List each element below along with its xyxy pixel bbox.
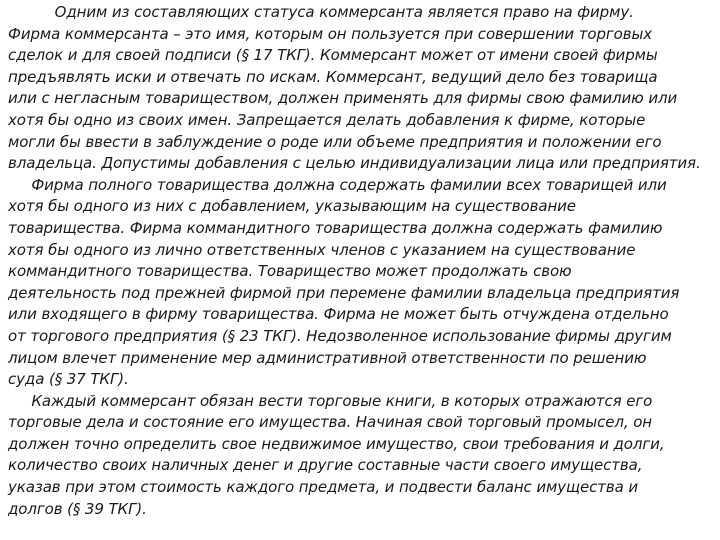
text-line: Каждый коммерсант обязан вести торговые книги, в которых отражаются его: [8, 391, 653, 410]
text-line: хотя бы одного из них с добавлением, указывающим на существование: [8, 197, 576, 216]
text-line: сделок и для своей подписи (§ 17 ТКГ). Коммерсант может от имени своей фирмы: [8, 46, 658, 65]
text-line: лицом влечет применение мер административной ответственности по решению: [8, 348, 647, 367]
text-line: хотя бы одного из лично ответственных членов с указанием на существование: [8, 240, 636, 259]
document-text: [8, 2, 712, 520]
text-line: указав при этом стоимость каждого предмета, и подвести баланс имущества и: [8, 478, 639, 497]
text-line: хотя бы одно из своих имен. Запрещается делать добавления к фирме, которые: [8, 110, 646, 129]
text-line: коммандитного товарищества. Товарищество может продолжать свою: [8, 262, 572, 281]
text-line: Одним из составляющих статуса коммерсанта является право на фирму.: [8, 3, 634, 21]
text-line: от торгового предприятия (§ 23 ТКГ). Недозволенное использование фирмы другим: [8, 326, 672, 345]
text-line: долгов (§ 39 ТКГ).: [8, 499, 147, 518]
text-line: владельца. Допустимы добавления с целью индивидуализации лица или предприятия.: [8, 154, 701, 173]
text-line: или с негласным товариществом, должен применять для фирмы свою фамилию или: [8, 89, 678, 108]
text-line: могли бы ввести в заблуждение о роде или объеме предприятия и положении его: [8, 132, 662, 151]
text-line: Фирма полного товарищества должна содержать фамилии всех товарищей или: [8, 175, 667, 194]
text-line: Фирма коммерсанта – это имя, которым он пользуется при совершении торговых: [8, 24, 652, 43]
text-line: суда (§ 37 ТКГ).: [8, 370, 129, 389]
text-line: или входящего в фирму товарищества. Фирма не может быть отчуждена отдельно: [8, 305, 669, 324]
text-line: предъявлять иски и отвечать по искам. Коммерсант, ведущий дело без товарища: [8, 67, 658, 86]
text-line: количество своих наличных денег и другие составные части своего имущества,: [8, 456, 643, 475]
text-line: деятельность под прежней фирмой при перемене фамилии владельца предприятия: [8, 283, 680, 302]
text-line: товарищества. Фирма коммандитного товарищества должна содержать фамилию: [8, 218, 663, 237]
text-line: должен точно определить свое недвижимое имущество, свои требования и долги,: [8, 434, 665, 453]
text-line: торговые дела и состояние его имущества. Начиная свой торговый промысел, он: [8, 413, 653, 432]
